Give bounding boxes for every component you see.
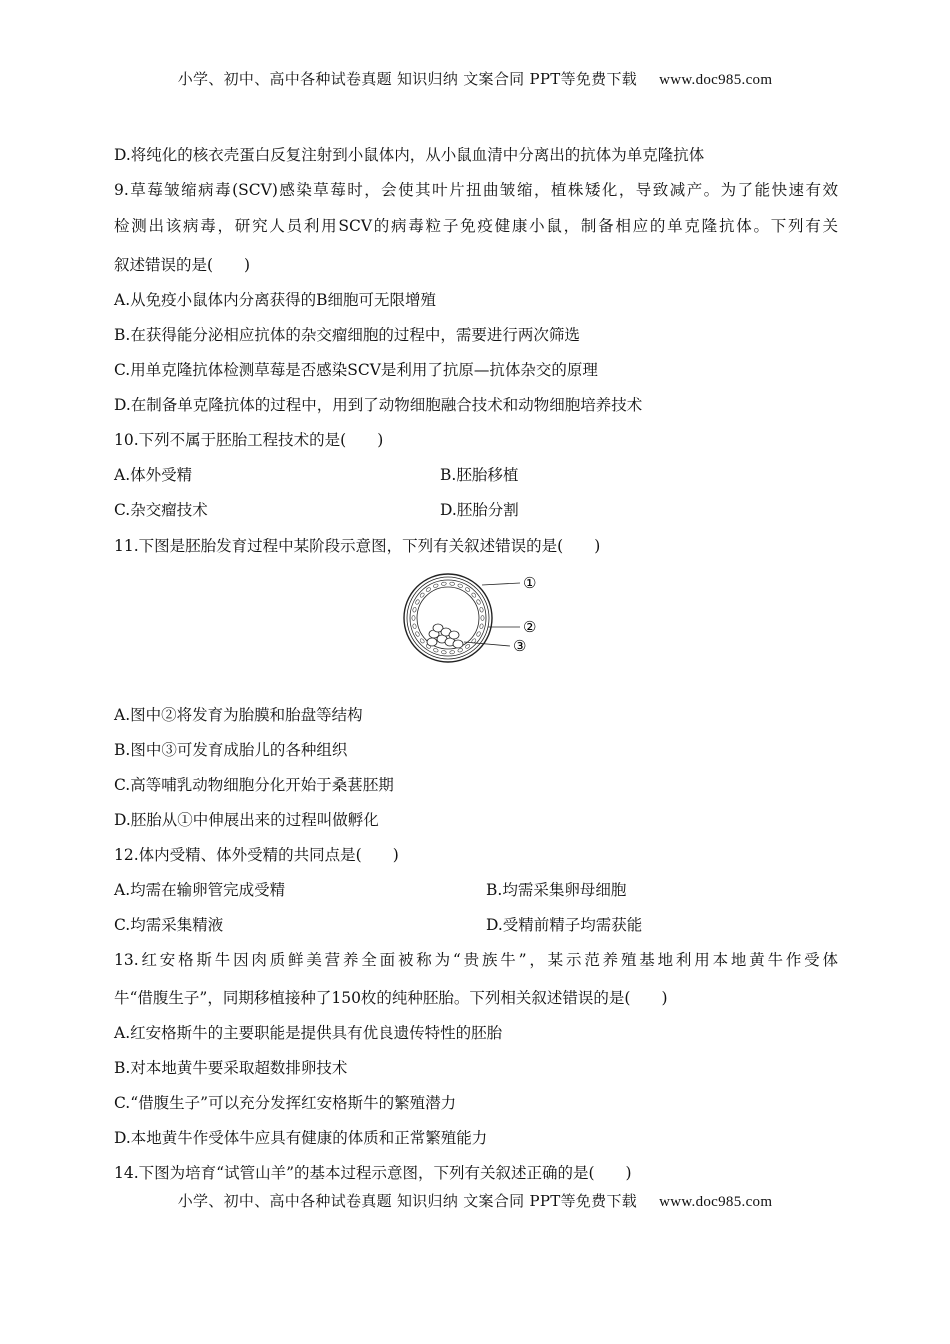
trophoblast-cell <box>450 650 455 654</box>
trophoblast-cell <box>481 616 484 621</box>
q14-stem: 14.下图为培育“试管山羊”的基本过程示意图，下列有关叙述正确的是( ) <box>114 1164 632 1182</box>
trophoblast-cell <box>412 624 416 629</box>
q13-option-a: A.红安格斯牛的主要职能是提供具有优良遗传特性的胚胎 <box>114 1024 503 1042</box>
q12-stem: 12.体内受精、体外受精的共同点是( ) <box>114 846 399 864</box>
q9-option-b: B.在获得能分泌相应抗体的杂交瘤细胞的过程中，需要进行两次筛选 <box>114 326 580 344</box>
q9-stem-line3: 叙述错误的是( ) <box>114 256 251 274</box>
trophoblast-cell <box>415 631 420 637</box>
q13-stem-line2: 牛“借腹生子”，同期移植接种了150枚的纯种胚胎。下列相关叙述错误的是( ) <box>114 989 668 1007</box>
q13-option-c: C.“借腹生子”可以充分发挥红安格斯牛的繁殖潜力 <box>114 1094 457 1112</box>
q8-option-d: D.将纯化的核衣壳蛋白反复注射到小鼠体内，从小鼠血清中分离出的抗体为单克隆抗体 <box>114 146 705 164</box>
q12-option-b: B.均需采集卵母细胞 <box>486 881 627 899</box>
figure-label-1: ① <box>523 574 537 592</box>
q13-option-b: B.对本地黄牛要采取超数排卵技术 <box>114 1059 348 1077</box>
trophoblast-cell <box>433 648 439 653</box>
q12-option-c: C.均需采集精液 <box>114 916 224 934</box>
trophoblast-cell <box>441 650 446 654</box>
trophoblast-cell <box>465 644 471 649</box>
zona-inner-outline <box>407 577 489 659</box>
footer-text: 小学、初中、高中各种试卷真题 知识归纳 文案合同 PPT等免费下载 <box>177 1192 638 1210</box>
q13-stem-line1: 13.红安格斯牛因肉质鲜美营养全面被称为“贵族牛”，某示范养殖基地利用本地黄牛作受体 <box>114 951 838 969</box>
q9-option-a: A.从免疫小鼠体内分离获得的B细胞可无限增殖 <box>114 291 437 309</box>
q10-stem: 10.下列不属于胚胎工程技术的是( ) <box>114 431 384 449</box>
trophoblast-cell <box>426 587 432 592</box>
header-site: www.doc985.com <box>659 72 773 88</box>
trophoblast-cell <box>419 638 425 644</box>
figure-label-3: ③ <box>513 637 527 655</box>
q10-option-b: B.胚胎移植 <box>440 466 519 484</box>
footer-site: www.doc985.com <box>659 1194 773 1210</box>
q11-stem: 11.下图是胚胎发育过程中某阶段示意图，下列有关叙述错误的是( ) <box>114 537 601 555</box>
inner-cell-mass <box>427 624 463 648</box>
q9-stem-line2: 检测出该病毒，研究人员利用SCV的病毒粒子免疫健康小鼠，制备相应的单克隆抗体。下列有关 <box>114 217 838 235</box>
trophoblast-cell <box>471 592 477 598</box>
trophoblast-cell <box>415 599 420 605</box>
q10-option-a: A.体外受精 <box>114 466 193 484</box>
q13-option-d: D.本地黄牛作受体牛应具有健康的体质和正常繁殖能力 <box>114 1129 488 1147</box>
header-text: 小学、初中、高中各种试卷真题 知识归纳 文案合同 PPT等免费下载 <box>177 70 638 88</box>
trophoblast-cell <box>412 616 415 621</box>
blastocyst-figure <box>402 570 550 666</box>
trophoblast-cell <box>450 582 455 586</box>
trophoblast-cell <box>457 648 463 653</box>
figure-label-2: ② <box>523 618 537 636</box>
q12-option-d: D.受精前精子均需获能 <box>486 916 643 934</box>
q9-stem-line1: 9.草莓皱缩病毒(SCV)感染草莓时，会使其叶片扭曲皱缩，植株矮化，导致减产。为了能快速有效 <box>114 181 838 199</box>
trophoblast-cell <box>457 583 463 588</box>
trophoblast-cell <box>465 587 471 592</box>
trophoblast-cell <box>441 582 446 586</box>
q10-option-d: D.胚胎分割 <box>440 501 519 519</box>
q12-option-a: A.均需在输卵管完成受精 <box>114 881 286 899</box>
q9-option-c: C.用单克隆抗体检测草莓是否感染SCV是利用了抗原—抗体杂交的原理 <box>114 361 598 379</box>
trophoblast-cell <box>419 592 425 598</box>
label-1-leader <box>482 583 520 585</box>
q11-option-a: A.图中②将发育为胎膜和胎盘等结构 <box>114 706 363 724</box>
page-header <box>0 68 950 89</box>
trophoblast-cell <box>476 631 481 637</box>
q11-option-d: D.胚胎从①中伸展出来的过程叫做孵化 <box>114 811 379 829</box>
q9-option-d: D.在制备单克隆抗体的过程中，用到了动物细胞融合技术和动物细胞培养技术 <box>114 396 643 414</box>
q11-option-c: C.高等哺乳动物细胞分化开始于桑葚胚期 <box>114 776 394 794</box>
trophoblast-cell <box>479 624 483 629</box>
trophoblast-cell <box>433 583 439 588</box>
trophoblast-cell <box>412 607 416 612</box>
page-footer <box>0 1190 950 1211</box>
label-3-leader <box>464 642 510 646</box>
trophoblast-cell <box>476 599 481 605</box>
q11-option-b: B.图中③可发育成胎儿的各种组织 <box>114 741 348 759</box>
trophoblast-cell <box>479 607 483 612</box>
q10-option-c: C.杂交瘤技术 <box>114 501 208 519</box>
